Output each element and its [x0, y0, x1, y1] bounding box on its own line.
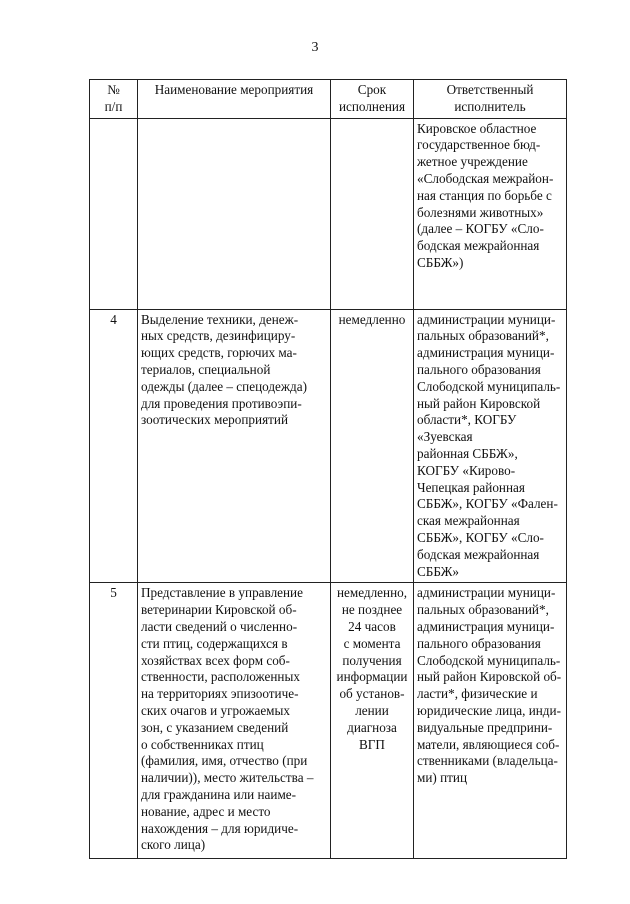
header-deadline: Срок исполнения: [331, 80, 414, 119]
row-num: 4: [90, 309, 138, 583]
header-responsible: Ответственный исполнитель: [414, 80, 567, 119]
table-row: [90, 309, 567, 583]
row-name: Выделение техники, денеж- ных средств, дезинфициру- ющих средств, горючих ма- териалов, специальной одежды (далее – спецодежда) для проведения противоэпи- зоотических мероприятий: [138, 309, 331, 583]
row-deadline: немедленно: [331, 309, 414, 583]
table-row: [90, 118, 567, 309]
row-responsible: Кировское областное государственное бюд- жетное учреждение «Слободская межрайон- ная станция по борьбе с болезнями животных» (далее – КОГБУ «Сло- бодская межрайонная СББЖ»): [414, 118, 567, 309]
row-deadline: [331, 118, 414, 309]
row-responsible: администрации муници- пальных образований*, администрация муници- пального образования Слободской муниципаль- ный район Кировской об- ласти*, физические и юридические лица, инди- видуальные предприни- матели, являющиеся соб- ственниками (владельца- ми) птиц: [414, 583, 567, 859]
table-row: [90, 583, 567, 859]
header-name: Наименование мероприятия: [138, 80, 331, 119]
page-number: 3: [311, 40, 319, 55]
header-num: № п/п: [90, 80, 138, 119]
row-name: [138, 118, 331, 309]
row-deadline: немедленно, не позднее 24 часов с момента получения информации об установ- лении диагноза ВГП: [331, 583, 414, 859]
table-header-row: [90, 80, 567, 119]
row-num: [90, 118, 138, 309]
row-responsible: администрации муници- пальных образований*, администрация муници- пального образования Слободской муниципаль- ный район Кировской области*, КОГБУ «Зуевская районная СББЖ», КОГБУ «Кирово- Чепецкая районная СББЖ», КОГБУ «Фален- ская межрайонная СББЖ», КОГБУ «Сло- бодская межрайонная СББЖ»: [414, 309, 567, 583]
measures-table: [89, 79, 567, 859]
row-num: 5: [90, 583, 138, 859]
row-name: Представление в управление ветеринарии Кировской об- ласти сведений о численно- сти птиц, содержащихся в хозяйствах всех форм соб- ственности, расположенных на территориях эпизоотиче- ских очагов и угрожаемых зон, с указанием сведений о собственниках птиц (фамилия, имя, отчество (при наличии)), место жительства – для гражданина или наиме- нование, адрес и место нахождения – для юридиче- ского лица): [138, 583, 331, 859]
